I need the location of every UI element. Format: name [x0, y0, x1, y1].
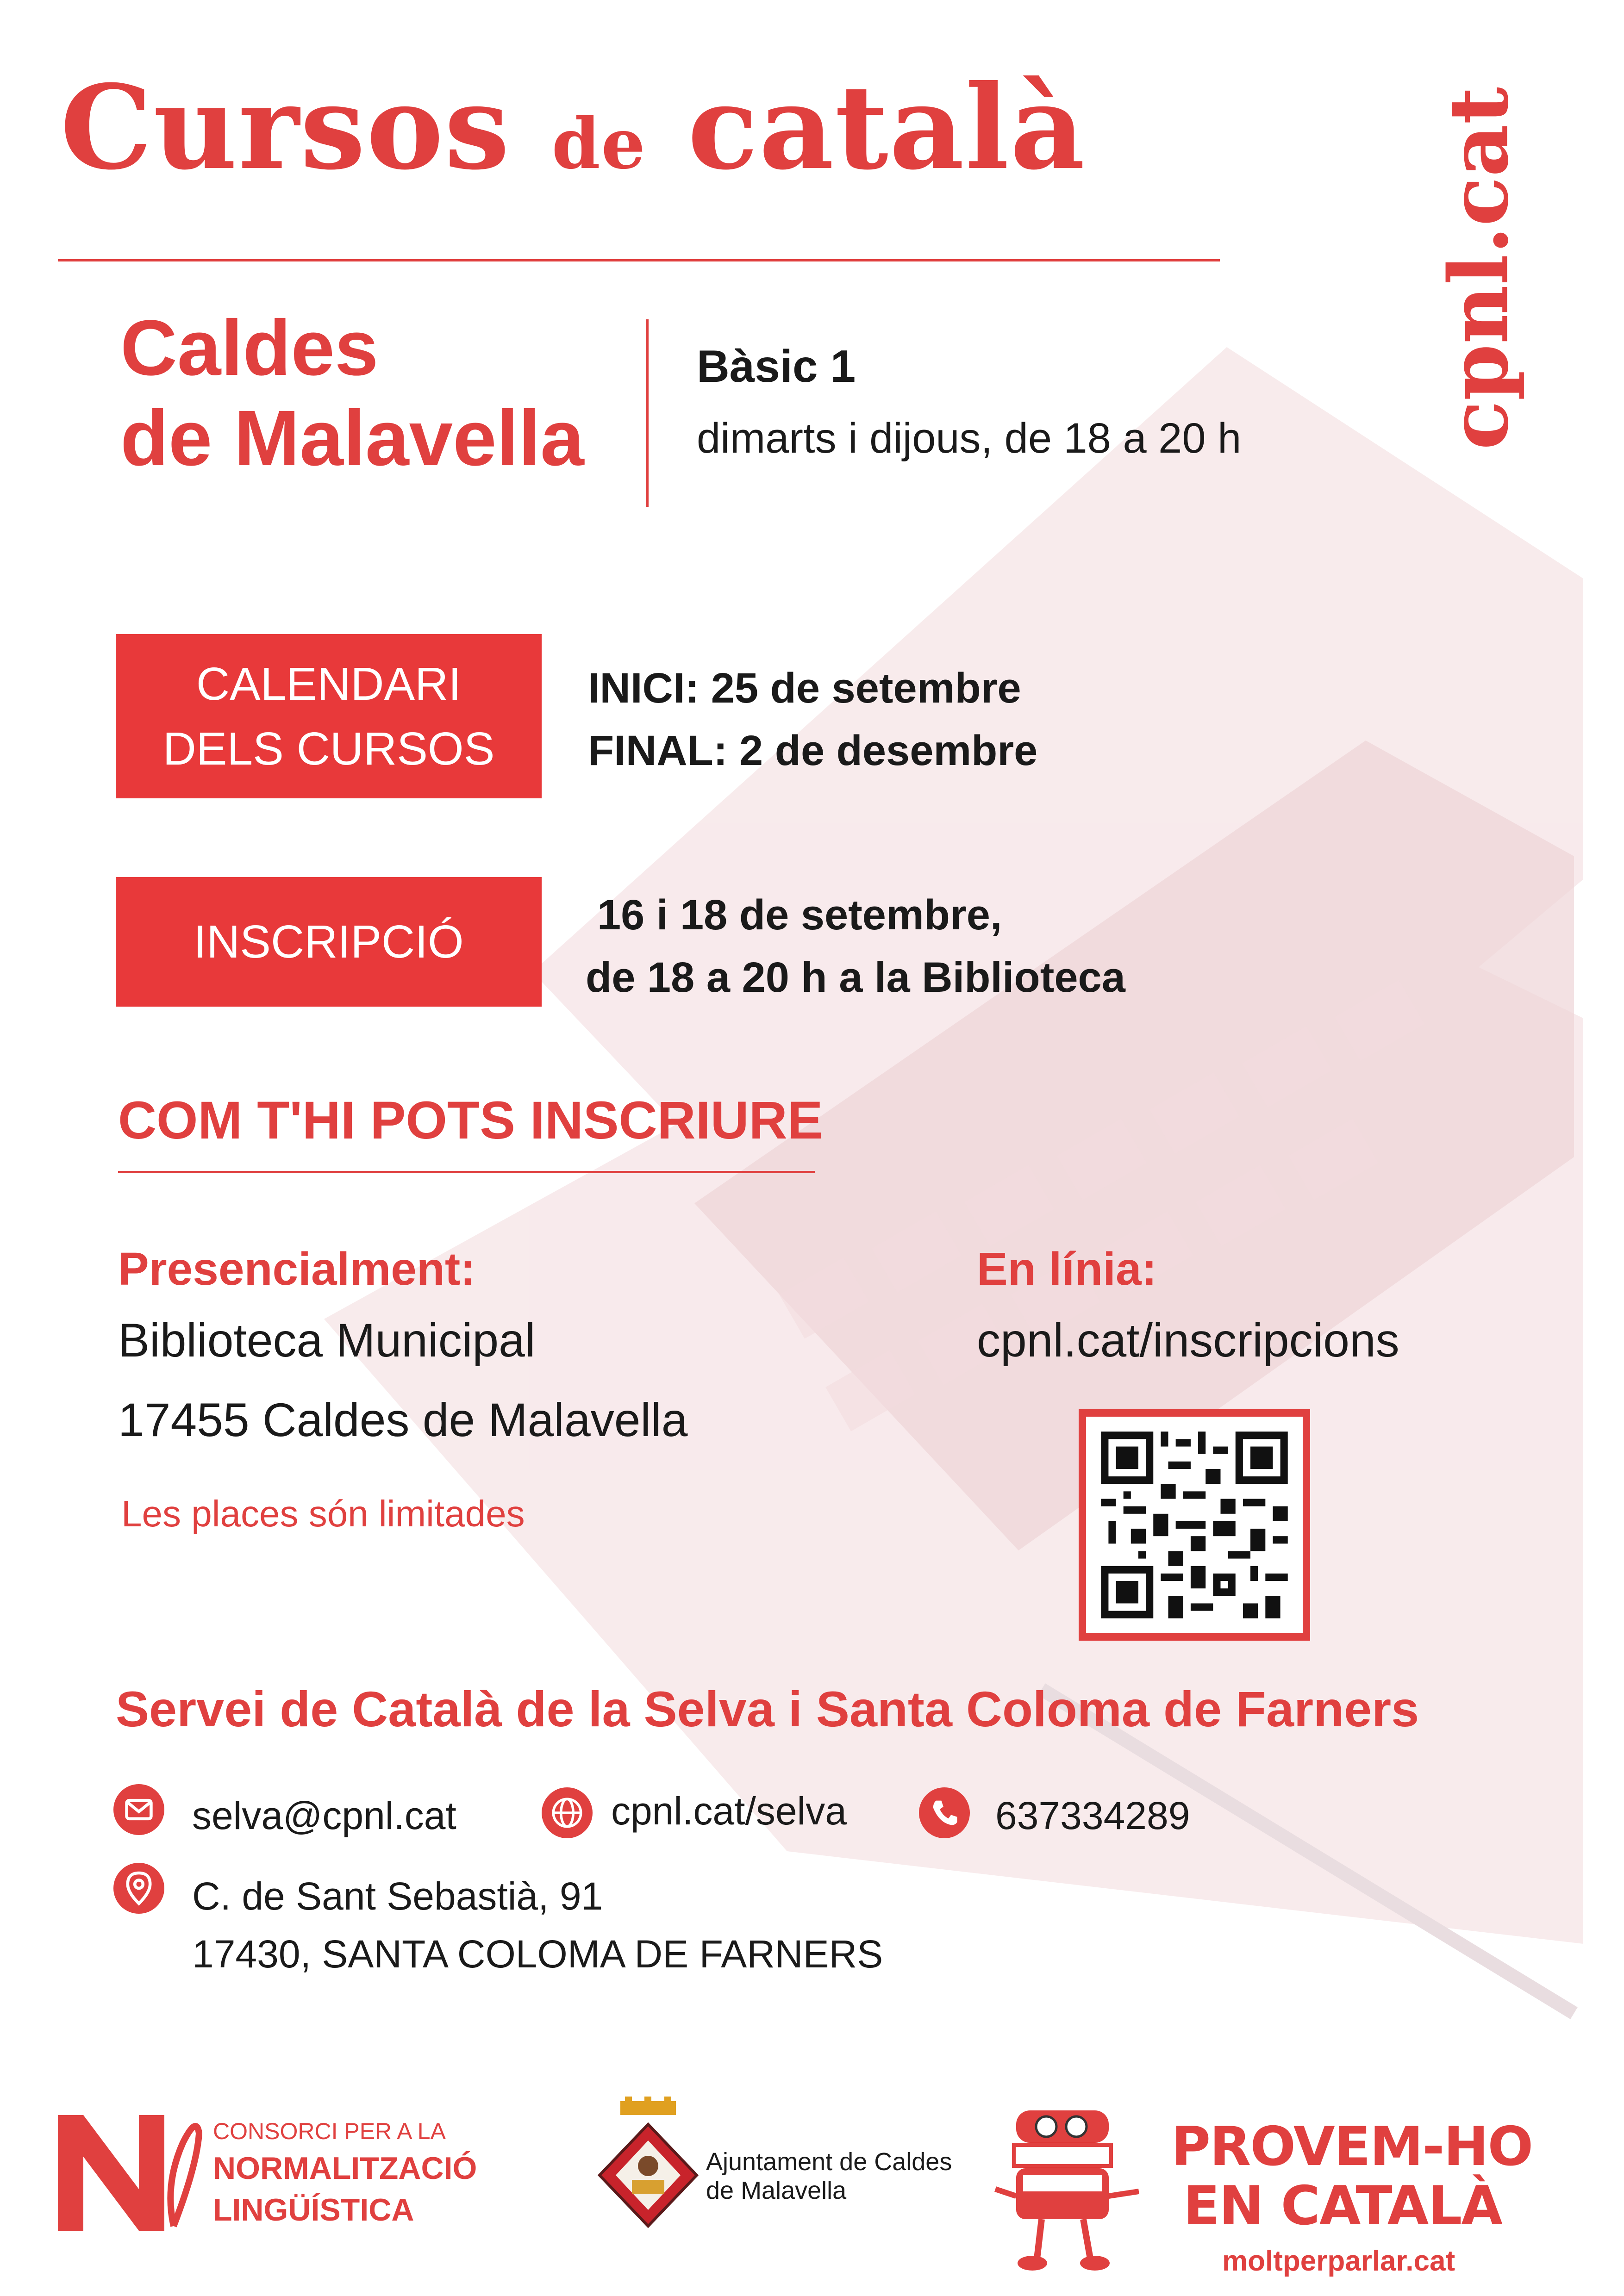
- in-person-line-1: Biblioteca Municipal: [118, 1314, 536, 1367]
- ajuntament-name: [706, 2147, 952, 2205]
- qr-code[interactable]: [1079, 1409, 1310, 1641]
- map-pin-icon: [113, 1863, 164, 1914]
- ajuntament-coat-of-arms-icon: [593, 2097, 704, 2231]
- how-to-register-underline: [118, 1171, 815, 1173]
- in-person-line-2: 17455 Caldes de Malavella: [118, 1394, 688, 1446]
- qr-code-pattern: [1086, 1417, 1303, 1633]
- course-start-date: INICI: 25 de setembre: [588, 665, 1021, 712]
- how-to-register-title: COM T'HI POTS INSCRIURE: [118, 1091, 823, 1150]
- service-website[interactable]: cpnl.cat/selva: [611, 1789, 847, 1833]
- title-word-de: de: [551, 103, 647, 185]
- side-url-text[interactable]: cpnl.cat: [1431, 87, 1527, 450]
- campaign-line-1: PROVEM-HO: [1171, 2116, 1533, 2178]
- registration-place: de 18 a 20 h a la Biblioteca: [586, 954, 1125, 1001]
- vertical-divider: [646, 319, 649, 507]
- course-end-date: FINAL: 2 de desembre: [588, 727, 1038, 774]
- ajuntament-line-2: de Malavella: [706, 2177, 847, 2204]
- globe-icon: [542, 1787, 593, 1838]
- chatterbox-mascot-icon: [991, 2101, 1143, 2277]
- calendar-label-line-2: DELS CURSOS: [162, 722, 495, 775]
- registration-details: [586, 884, 1125, 1009]
- service-address: [192, 1867, 883, 1983]
- campaign-url[interactable]: moltperparlar.cat: [1222, 2245, 1455, 2277]
- limited-places-note: Les places són limitades: [121, 1493, 525, 1534]
- address-line-1: C. de Sant Sebastià, 91: [192, 1874, 603, 1918]
- town-line-1: Caldes: [120, 304, 379, 392]
- calendar-label-line-1: CALENDARI: [196, 658, 462, 710]
- registration-label: INSCRIPCIÓ: [194, 916, 464, 968]
- campaign-line-2: EN CATALÀ: [1183, 2175, 1502, 2237]
- calendar-dates: [588, 657, 1037, 782]
- service-phone[interactable]: 637334289: [995, 1794, 1190, 1837]
- registration-label-box: [116, 877, 542, 1007]
- ajuntament-line-1: Ajuntament de Caldes: [706, 2148, 952, 2176]
- phone-icon: [919, 1787, 970, 1838]
- consorci-line-1: CONSORCI PER A LA: [213, 2118, 446, 2144]
- title-word-cursos: Cursos: [60, 59, 511, 195]
- consorci-line-3: LINGÜÍSTICA: [213, 2192, 414, 2228]
- service-name: Servei de Català de la Selva i Santa Coloma de Farners: [116, 1681, 1419, 1737]
- online-registration-link[interactable]: cpnl.cat/inscripcions: [977, 1314, 1399, 1367]
- town-line-2: de Malavella: [120, 394, 584, 482]
- town-name: [120, 303, 584, 484]
- service-email[interactable]: selva@cpnl.cat: [192, 1794, 456, 1837]
- in-person-label: Presencialment:: [118, 1243, 476, 1295]
- envelope-icon: [113, 1784, 164, 1835]
- course-level: Bàsic 1: [697, 341, 856, 392]
- address-line-2: 17430, SANTA COLOMA DE FARNERS: [192, 1932, 883, 1976]
- registration-dates: 16 i 18 de setembre,: [597, 891, 1002, 939]
- online-label: En línia:: [977, 1243, 1157, 1295]
- in-person-address: [118, 1300, 687, 1460]
- title-word-catala: català: [687, 59, 1086, 195]
- poster-title: [60, 59, 1086, 195]
- title-underline: [58, 259, 1220, 261]
- consorci-logo-icon: [58, 2115, 206, 2231]
- calendar-label-box: [116, 634, 542, 798]
- course-schedule: dimarts i dijous, de 18 a 20 h: [697, 415, 1242, 462]
- side-url[interactable]: [1426, 87, 1532, 450]
- consorci-logo-text: [213, 2115, 477, 2231]
- campaign-logo: [1171, 2116, 1533, 2237]
- consorci-line-2: NORMALITZACIÓ: [213, 2151, 477, 2186]
